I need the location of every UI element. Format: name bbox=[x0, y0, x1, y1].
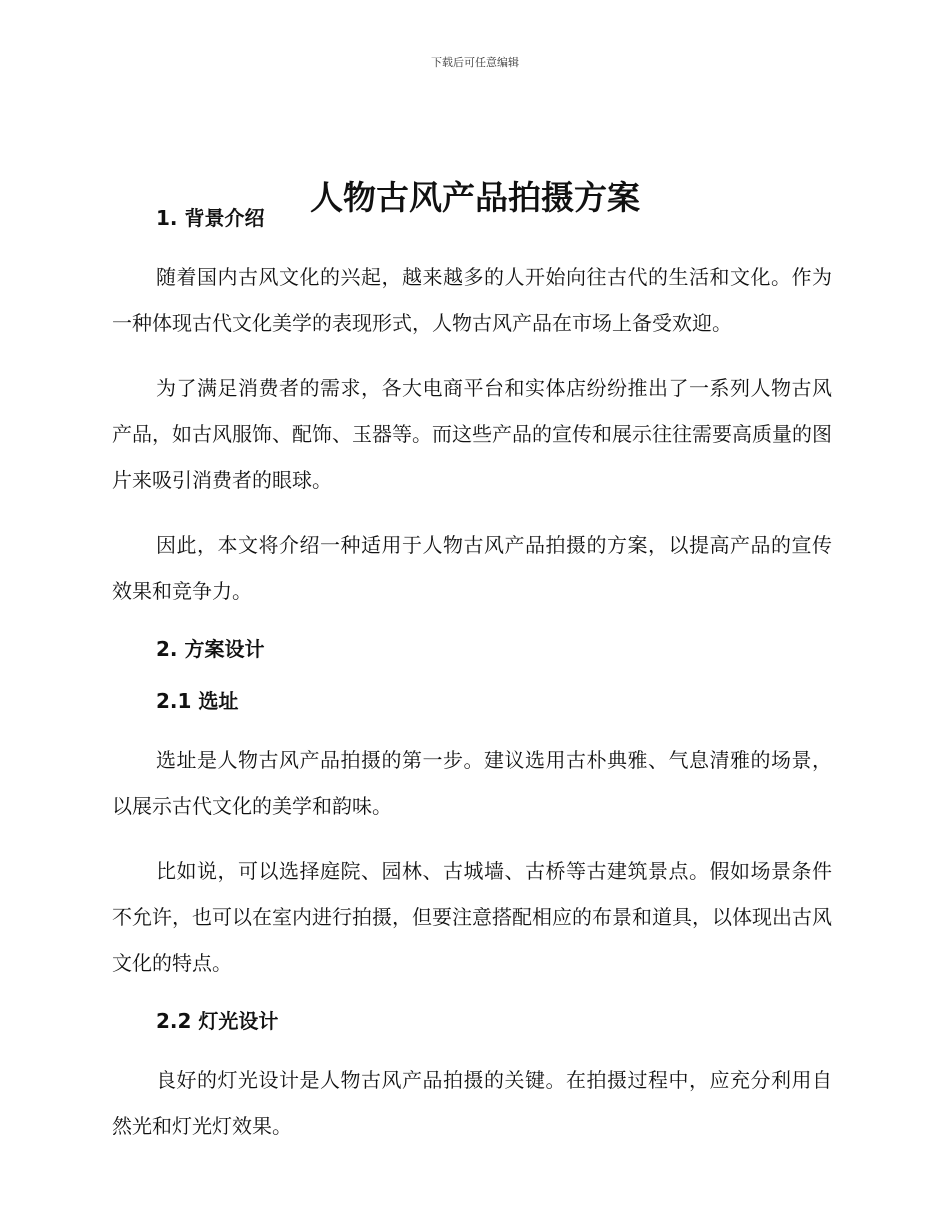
header-note: 下载后可任意编辑 bbox=[431, 56, 519, 69]
paragraph: 比如说，可以选择庭院、园林、古城墙、古桥等古建筑景点。假如场景条件不允许，也可以在室内进行拍摄，但要注意搭配相应的布景和道具，以体现出古风文化的特点。 bbox=[112, 859, 832, 975]
section-heading-background: 1. 背景介绍 bbox=[156, 206, 265, 230]
paragraph: 随着国内古风文化的兴起，越来越多的人开始向往古代的生活和文化。作为一种体现古代文化美学的表现形式，人物古风产品在市场上备受欢迎。 bbox=[112, 265, 832, 335]
document-body bbox=[112, 202, 832, 1168]
paragraph: 良好的灯光设计是人物古风产品拍摄的关键。在拍摄过程中，应充分利用自然光和灯光灯效果。 bbox=[112, 1068, 832, 1138]
subsection-heading-location: 2.1 选址 bbox=[156, 689, 239, 713]
section-heading-plan-design: 2. 方案设计 bbox=[156, 637, 265, 661]
page-title: 人物古风产品拍摄方案 bbox=[310, 178, 640, 218]
paragraph: 为了满足消费者的需求，各大电商平台和实体店纷纷推出了一系列人物古风产品，如古风服饰、配饰、玉器等。而这些产品的宣传和展示往往需要高质量的图片来吸引消费者的眼球。 bbox=[112, 376, 832, 492]
paragraph: 选址是人物古风产品拍摄的第一步。建议选用古朴典雅、气息清雅的场景，以展示古代文化的美学和韵味。 bbox=[112, 748, 832, 818]
subsection-heading-lighting: 2.2 灯光设计 bbox=[156, 1009, 279, 1033]
paragraph: 因此，本文将介绍一种适用于人物古风产品拍摄的方案，以提高产品的宣传效果和竞争力。 bbox=[112, 533, 832, 603]
